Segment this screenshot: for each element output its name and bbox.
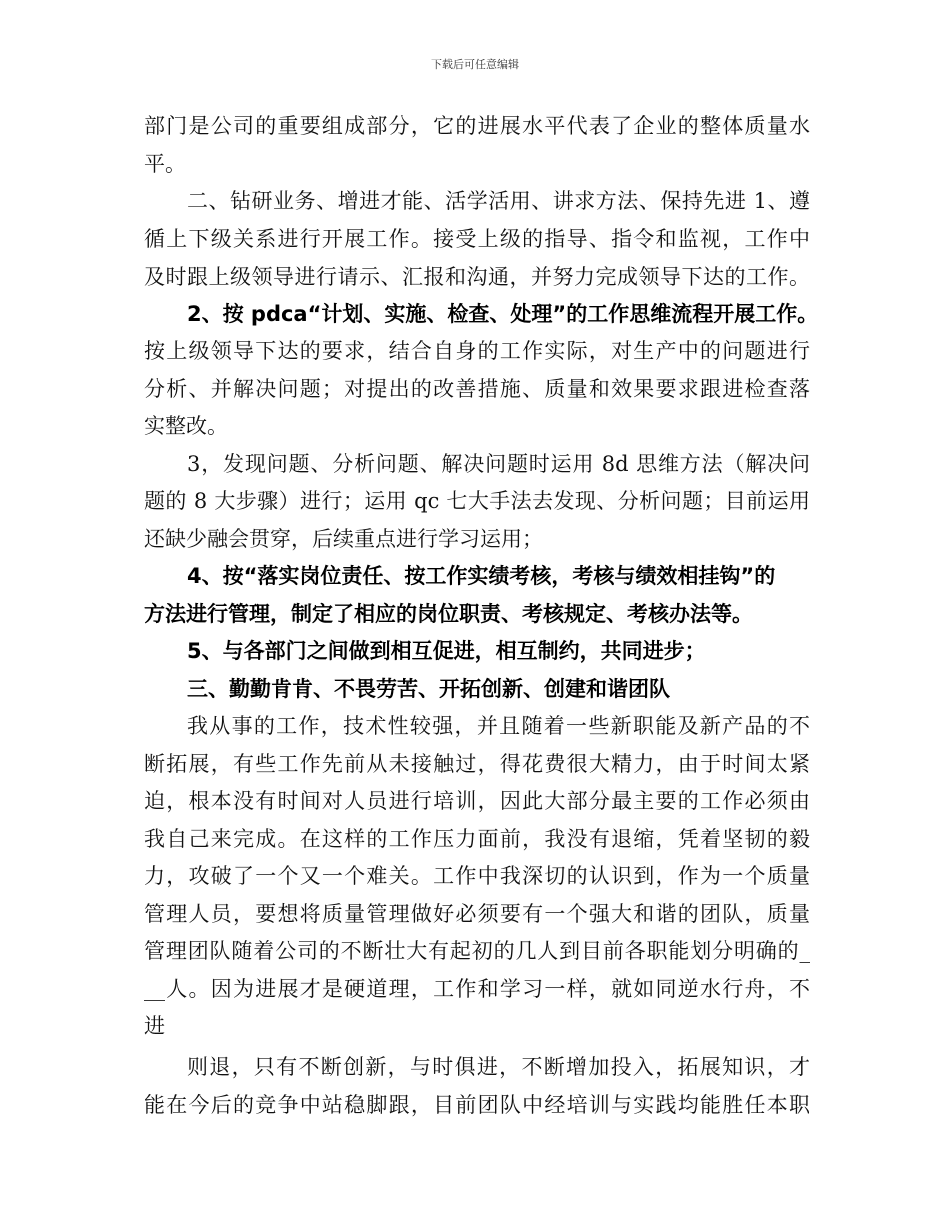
- text-line: 还缺少融会贯穿，后续重点进行学习运用；: [144, 527, 543, 551]
- text-line: 断拓展，有些工作先前从未接触过，得花费很大精力，由于时间太紧: [144, 752, 810, 776]
- bold-text-line: 2、按 pdca“计划、实施、检查、处理”的工作思维流程开展工作。: [187, 302, 819, 326]
- text-line: 管理团队随着公司的不断壮大有起初的几人到目前各职能划分明确的_: [144, 939, 810, 963]
- text-line: 分析、并解决问题；对提出的改善措施、质量和效果要求跟进检查落: [144, 377, 810, 401]
- text-line: 则退，只有不断创新，与时俱进，不断增加投入，拓展知识，才: [187, 1055, 810, 1079]
- text-line: 二、钻研业务、增进才能、活学活用、讲求方法、保持先进 1、遵: [187, 189, 810, 213]
- text-line: 力，攻破了一个又一个难关。工作中我深切的认识到，作为一个质量: [144, 864, 810, 888]
- section-heading: 三、勤勤肯肯、不畏劳苦、开拓创新、创建和谐团队: [187, 677, 670, 701]
- text-line: 迫，根本没有时间对人员进行培训，因此大部分最主要的工作必须由: [144, 789, 810, 813]
- text-line: 循上下级关系进行开展工作。接受上级的指导、指令和监视，工作中: [144, 227, 810, 251]
- text-line: 进: [144, 1014, 165, 1038]
- text-line: 管理人员，要想将质量管理做好必须要有一个强大和谐的团队，质量: [144, 902, 810, 926]
- text-line: 实整改。: [144, 414, 228, 438]
- text-line: 能在今后的竞争中站稳脚跟，目前团队中经培训与实践均能胜任本职: [144, 1093, 810, 1117]
- text-line: __人。因为进展才是硬道理，工作和学习一样，就如同逆水行舟，不: [144, 977, 810, 1001]
- text-line: 及时跟上级领导进行请示、汇报和沟通，并努力完成领导下达的工作。: [144, 265, 810, 289]
- page-header: 下载后可任意编辑: [431, 58, 519, 71]
- text-line: 3，发现问题、分析问题、解决问题时运用 8d 思维方法（解决问: [187, 452, 810, 476]
- text-line: 按上级领导下达的要求，结合自身的工作实际，对生产中的问题进行: [144, 339, 810, 363]
- text-line: 题的 8 大步骤）进行；运用 qc 七大手法去发现、分析问题；目前运用: [144, 489, 810, 513]
- bold-text-line: 4、按“落实岗位责任、按工作实绩考核，考核与绩效相挂钩”的: [187, 564, 776, 588]
- text-line: 平。: [144, 152, 186, 176]
- text-line: 我从事的工作，技术性较强，并且随着一些新职能及新产品的不: [187, 714, 810, 738]
- text-line: 我自己来完成。在这样的工作压力面前，我没有退缩，凭着坚韧的毅: [144, 827, 810, 851]
- text-line: 部门是公司的重要组成部分，它的进展水平代表了企业的整体质量水: [144, 114, 810, 138]
- bold-text-line: 5、与各部门之间做到相互促进，相互制约，共同进步；: [187, 639, 706, 663]
- bold-text-line: 方法进行管理，制定了相应的岗位职责、考核规定、考核办法等。: [144, 602, 753, 626]
